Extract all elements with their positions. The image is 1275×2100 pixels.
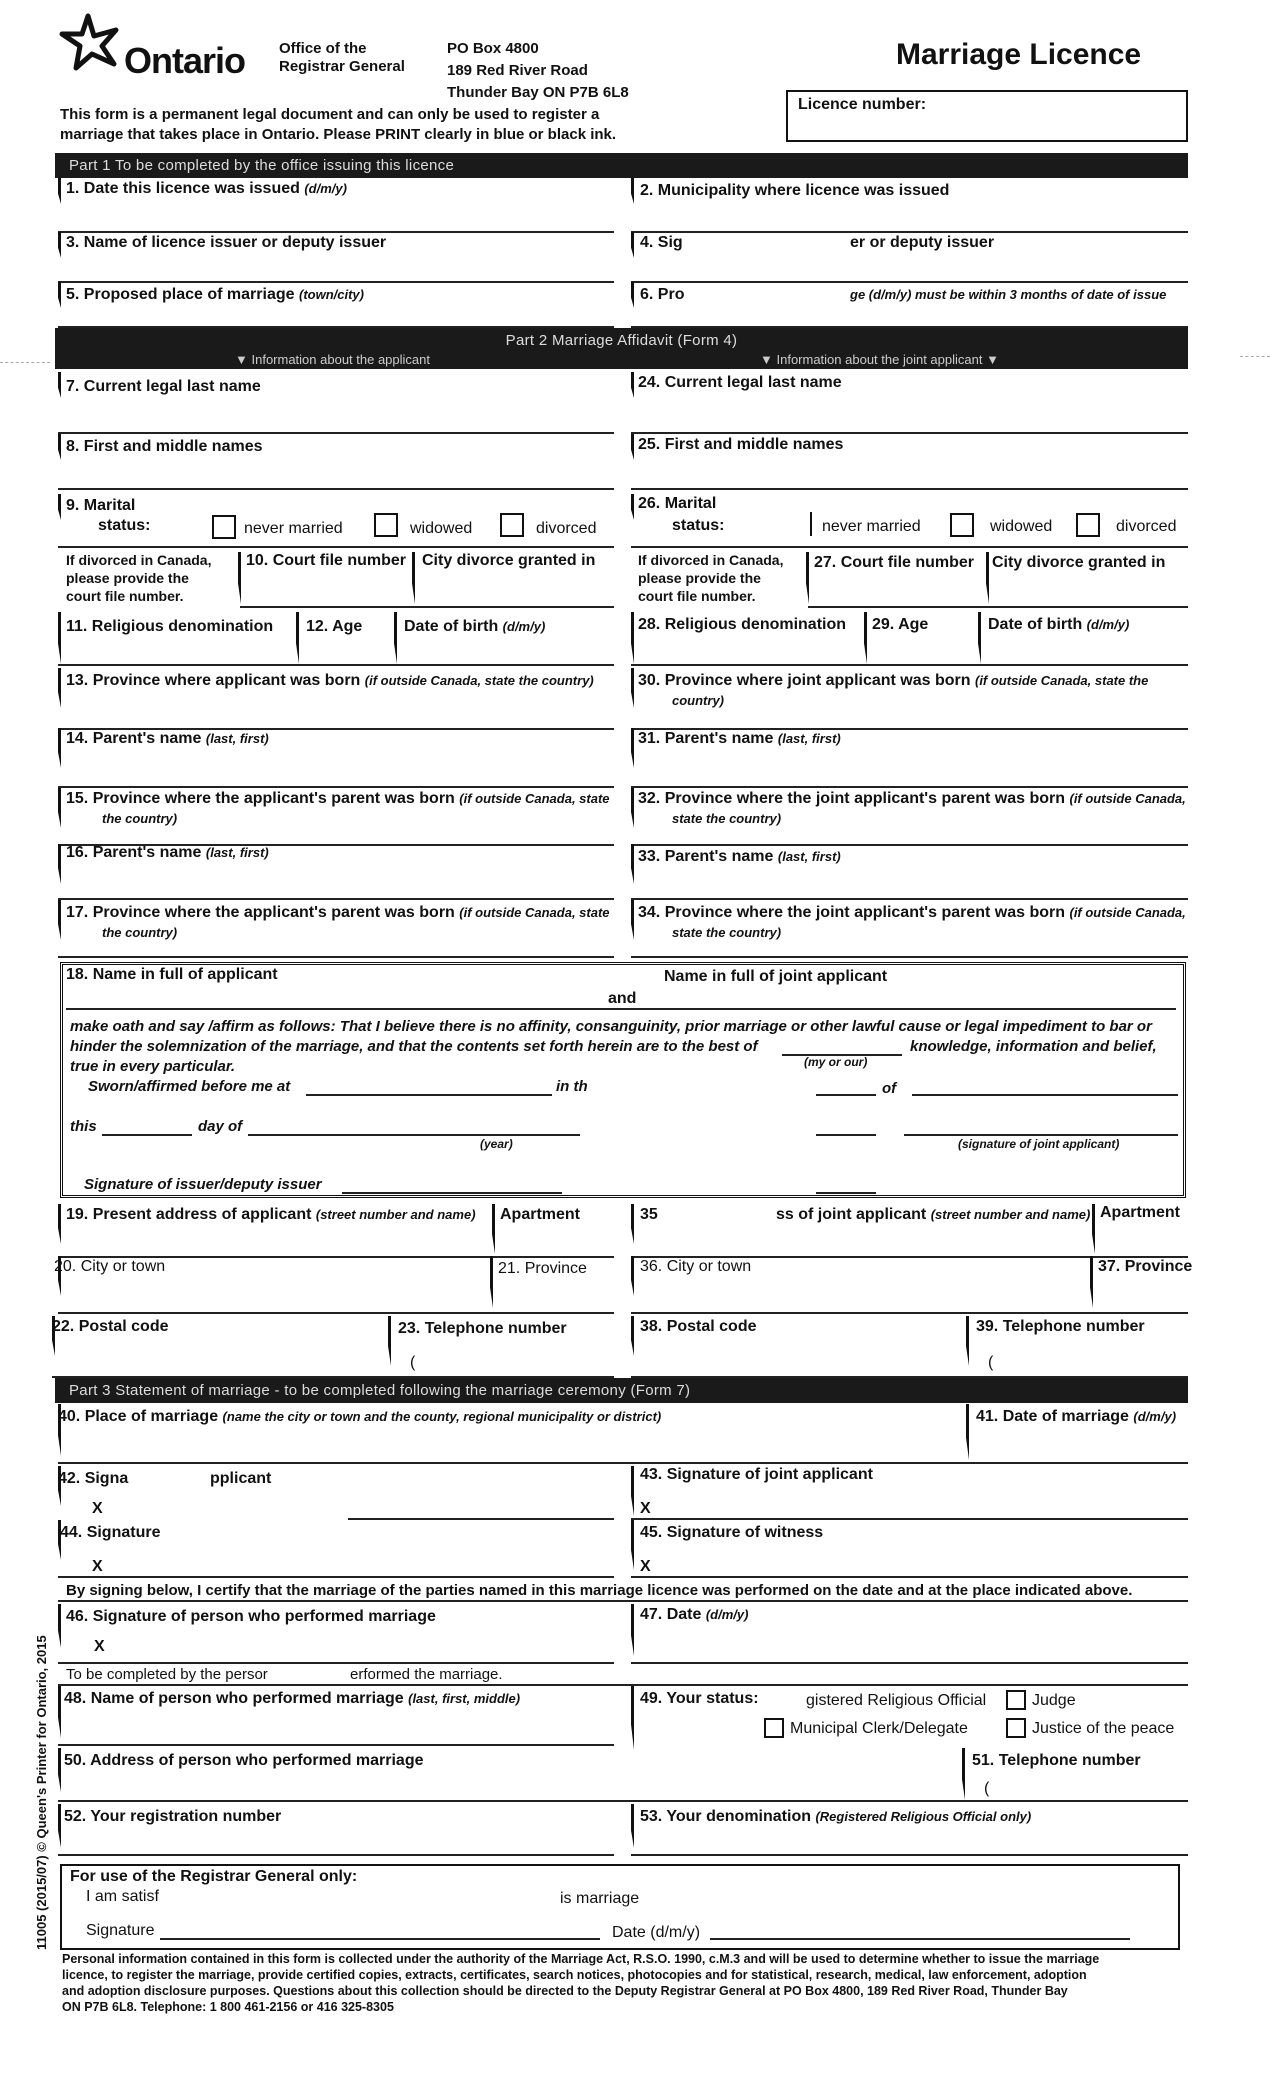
joint-apartment-label: Apartment bbox=[1100, 1204, 1181, 1221]
field-36-input[interactable] bbox=[631, 1312, 1188, 1314]
field-41-label: 41. Date of marriage (d/m/y) bbox=[976, 1408, 1177, 1425]
field-15-hint-2: the country) bbox=[102, 811, 178, 826]
field-44-input[interactable] bbox=[58, 1576, 614, 1578]
privacy-line-2: licence, to register the marriage, provide certified copies, extracts, certificates, search notices, photocopies and for statistical, research, medical, law enforcement, adoption bbox=[62, 1968, 1087, 1982]
field-4-label-b: er or deputy issuer bbox=[850, 234, 995, 251]
field-32-input[interactable] bbox=[631, 844, 1188, 846]
field-3-input[interactable] bbox=[58, 281, 614, 283]
month-year-input[interactable] bbox=[248, 1134, 580, 1136]
day-input[interactable] bbox=[102, 1134, 192, 1136]
licence-number-label: Licence number: bbox=[798, 96, 927, 113]
divorced-label: divorced bbox=[536, 520, 597, 537]
field-32-hint-2: state the country) bbox=[672, 811, 782, 826]
field-45-x-mark: X bbox=[640, 1558, 651, 1575]
field-33-input[interactable] bbox=[631, 898, 1188, 900]
field-14-input[interactable] bbox=[58, 786, 614, 788]
field-24-input[interactable] bbox=[631, 432, 1188, 434]
field-1-label: 1. Date this licence was issued (d/m/y) bbox=[66, 180, 347, 197]
joint-phone-paren: ( bbox=[988, 1354, 994, 1371]
brand-name: Ontario bbox=[124, 40, 246, 81]
field-2-label: 2. Municipality where licence was issued bbox=[640, 182, 950, 199]
sworn-place-input[interactable] bbox=[306, 1094, 552, 1096]
status-justice-label: Justice of the peace bbox=[1032, 1720, 1175, 1737]
field-12-label: 12. Age bbox=[306, 618, 363, 635]
field-15-label: 15. Province where the applicant's parent was born (if outside Canada, state bbox=[66, 790, 610, 807]
field-38-label: 38. Postal code bbox=[640, 1318, 757, 1335]
applicant-city-divorce-label: City divorce granted in bbox=[422, 552, 596, 569]
field-29-label: 29. Age bbox=[872, 616, 929, 633]
field-20-input[interactable] bbox=[58, 1312, 614, 1314]
oath-line-2b: knowledge, information and belief, bbox=[910, 1038, 1157, 1055]
field-52-label: 52. Your registration number bbox=[64, 1808, 282, 1825]
field-14-label: 14. Parent's name (last, first) bbox=[66, 730, 269, 747]
field-22-label: 22. Postal code bbox=[52, 1318, 169, 1335]
field-35-label-b: ss of joint applicant (street number and name) bbox=[776, 1206, 1091, 1223]
field-17-label: 17. Province where the applicant's parent was born (if outside Canada, state bbox=[66, 904, 610, 921]
field-32-label: 32. Province where the joint applicant's parent was born (if outside Canada, bbox=[638, 790, 1186, 807]
certify-statement: By signing below, I certify that the marriage of the parties named in this marriage licence was performed on the date and at the place indicated above. bbox=[66, 1582, 1133, 1599]
status-judge-label: Judge bbox=[1032, 1692, 1076, 1709]
field-20-label: 20. City or town bbox=[54, 1258, 166, 1275]
part2-band: Part 2 Marriage Affidavit (Form 4) bbox=[55, 328, 1188, 353]
this-label: this bbox=[70, 1118, 97, 1135]
part1-band: Part 1 To be completed by the office issuing this licence bbox=[55, 153, 1188, 178]
oath-line-3: true in every particular. bbox=[70, 1058, 236, 1075]
sworn-label: Sworn/affirmed before me at bbox=[88, 1078, 291, 1095]
joint-signature-hint: (signature of joint applicant) bbox=[958, 1137, 1120, 1151]
joint-widowed-label: widowed bbox=[990, 518, 1053, 535]
field-36-label: 36. City or town bbox=[640, 1258, 752, 1275]
form-number-vertical: 11005 (2015/07) © Queen's Printer for Ontario, 2015 bbox=[34, 1635, 49, 1950]
divorce-note-line-3: court file number. bbox=[66, 588, 184, 604]
field-51-label: 51. Telephone number bbox=[972, 1752, 1141, 1769]
field-50-input[interactable] bbox=[58, 1800, 1188, 1802]
part3-band: Part 3 Statement of marriage - to be completed following the marriage ceremony (Form 7) bbox=[55, 1378, 1188, 1403]
address-line-1: PO Box 4800 bbox=[447, 40, 539, 57]
never-married-label: never married bbox=[244, 520, 343, 537]
field-3-label: 3. Name of licence issuer or deputy issuer bbox=[66, 234, 387, 251]
field-8-input[interactable] bbox=[58, 488, 614, 490]
joint-dob-label: Date of birth (d/m/y) bbox=[988, 616, 1130, 633]
status-religious-label: gistered Religious Official bbox=[806, 1692, 987, 1709]
form-title: Marriage Licence bbox=[896, 38, 1142, 71]
divorce-note-line-2: please provide the bbox=[66, 570, 189, 586]
field-25-input[interactable] bbox=[631, 488, 1188, 490]
field-28-label: 28. Religious denomination bbox=[638, 616, 847, 633]
field-53-input[interactable] bbox=[631, 1854, 1188, 1856]
registrar-satisfied-b: is marriage bbox=[560, 1890, 640, 1907]
field-37-label: 37. Province bbox=[1098, 1258, 1193, 1275]
joint-full-name-label: Name in full of joint applicant bbox=[664, 968, 888, 985]
joint-signature-input[interactable] bbox=[904, 1134, 1178, 1136]
field-33-label: 33. Parent's name (last, first) bbox=[638, 848, 841, 865]
field-26-label-b: status: bbox=[672, 517, 725, 534]
field-42-label-b: pplicant bbox=[210, 1470, 272, 1487]
field-10-label: 10. Court file number bbox=[246, 552, 407, 569]
my-or-our-hint: (my or our) bbox=[804, 1055, 868, 1069]
registrar-date-input[interactable] bbox=[710, 1938, 1130, 1940]
field-25-label: 25. First and middle names bbox=[638, 436, 844, 453]
field-27-input[interactable] bbox=[808, 606, 1188, 608]
field-27-label: 27. Court file number bbox=[814, 554, 975, 571]
field-43-x-mark: X bbox=[640, 1500, 651, 1517]
oath-line-2: hinder the solemnization of the marriage, and that the contents set forth herein are to the best of bbox=[70, 1038, 758, 1055]
field-53-label: 53. Your denomination (Registered Religious Official only) bbox=[640, 1808, 1032, 1825]
joint-applicant-subheader: ▼ Information about the joint applicant ▼ bbox=[760, 352, 999, 367]
field-2-input[interactable] bbox=[631, 231, 1188, 233]
issuer-signature-label: Signature of issuer/deputy issuer bbox=[84, 1176, 322, 1193]
field-7-label: 7. Current legal last name bbox=[66, 378, 261, 395]
field-13-label: 13. Province where applicant was born (if outside Canada, state the country) bbox=[66, 672, 594, 689]
field-45-input[interactable] bbox=[631, 1576, 1188, 1578]
status-justice-checkbox[interactable] bbox=[1006, 1718, 1026, 1738]
status-clerk-checkbox[interactable] bbox=[764, 1718, 784, 1738]
field-6-label-b: ge (d/m/y) must be within 3 months of date of issue bbox=[850, 287, 1167, 302]
licence-number-box[interactable] bbox=[786, 90, 1188, 142]
field-9-label-a: 9. Marital bbox=[66, 497, 136, 514]
registrar-signature-input[interactable] bbox=[160, 1938, 600, 1940]
field-30-hint-2: country) bbox=[672, 693, 724, 708]
issuer-signature-input[interactable] bbox=[342, 1192, 562, 1194]
field-34-hint-2: state the country) bbox=[672, 925, 782, 940]
joint-city-divorce-label: City divorce granted in bbox=[992, 554, 1166, 571]
joint-divorce-note-line-1: If divorced in Canada, bbox=[638, 552, 784, 568]
field-5-label: 5. Proposed place of marriage (town/city) bbox=[66, 286, 364, 303]
registrar-satisfied-a: I am satisf bbox=[86, 1888, 159, 1905]
field-4-input[interactable] bbox=[631, 281, 1188, 283]
field-48-input[interactable] bbox=[58, 1744, 614, 1746]
registrar-signature-label: Signature bbox=[86, 1922, 155, 1939]
field-47-input[interactable] bbox=[631, 1662, 1188, 1664]
privacy-line-3: and adoption disclosure purposes. Questions about this collection should be directed to the Deputy Registrar General at PO Box 4800, 189 Red River Road, Thunder Bay bbox=[62, 1984, 1068, 1998]
widowed-label: widowed bbox=[410, 520, 473, 537]
trillium-logo-icon bbox=[58, 8, 128, 72]
field-44-label: 44. Signature bbox=[60, 1524, 161, 1541]
field-42-input[interactable] bbox=[348, 1518, 614, 1520]
in-the-label: in th bbox=[556, 1078, 588, 1095]
joint-never-married-label: never married bbox=[822, 518, 921, 535]
field-19-label: 19. Present address of applicant (street number and name) bbox=[66, 1206, 476, 1223]
field-30-label: 30. Province where joint applicant was born (if outside Canada, state the bbox=[638, 672, 1149, 689]
field-44-x-mark: X bbox=[92, 1558, 103, 1575]
field-18-label: 18. Name in full of applicant bbox=[66, 966, 278, 983]
field-4-label-a: 4. Sig bbox=[640, 234, 683, 251]
applicant-phone-paren: ( bbox=[410, 1354, 416, 1371]
field-42-x-mark: X bbox=[92, 1500, 103, 1517]
field-24-label: 24. Current legal last name bbox=[638, 374, 842, 391]
of-input[interactable] bbox=[912, 1094, 1178, 1096]
field-9-label-b: status: bbox=[98, 517, 151, 534]
field-26-label-a: 26. Marital bbox=[638, 495, 717, 512]
applicant-apartment-label: Apartment bbox=[500, 1206, 581, 1223]
status-judge-checkbox[interactable] bbox=[1006, 1690, 1026, 1710]
field-10-input[interactable] bbox=[240, 606, 614, 608]
field-40-input[interactable] bbox=[58, 1462, 1188, 1464]
applicant-widowed-checkbox[interactable] bbox=[374, 513, 398, 537]
joint-divorce-note-line-3: court file number. bbox=[638, 588, 756, 604]
joint-divorced-label: divorced bbox=[1116, 518, 1177, 535]
field-34-label: 34. Province where the joint applicant's parent was born (if outside Canada, bbox=[638, 904, 1186, 921]
office-line-2: Registrar General bbox=[279, 58, 405, 75]
completed-by-a: To be completed by the persor bbox=[66, 1666, 268, 1683]
applicant-subheader: ▼ Information about the applicant bbox=[235, 352, 430, 367]
field-48-label: 48. Name of person who performed marriage (last, first, middle) bbox=[64, 1690, 521, 1707]
applicant-divorced-checkbox[interactable] bbox=[500, 513, 524, 537]
intro-line-2: marriage that takes place in Ontario. Please PRINT clearly in blue or black ink. bbox=[60, 126, 617, 143]
field-52-input[interactable] bbox=[58, 1854, 614, 1856]
field-31-input[interactable] bbox=[631, 786, 1188, 788]
field-11-label: 11. Religious denomination bbox=[66, 618, 274, 635]
field-46-x-mark: X bbox=[94, 1638, 105, 1655]
field-8-label: 8. First and middle names bbox=[66, 438, 263, 455]
field-40-label: 40. Place of marriage (name the city or town and the county, regional municipality or district) bbox=[58, 1408, 662, 1425]
field-16-label: 16. Parent's name (last, first) bbox=[66, 844, 269, 861]
registrar-title: For use of the Registrar General only: bbox=[70, 1868, 358, 1885]
performer-phone-paren: ( bbox=[984, 1780, 990, 1797]
joint-widowed-checkbox[interactable] bbox=[950, 513, 974, 537]
privacy-line-1: Personal information contained in this form is collected under the authority of the Marriage Act, R.S.O. 1990, c.M.3 and will be used to determine whether to issue the marriage bbox=[62, 1952, 1100, 1966]
privacy-line-4: ON P7B 6L8. Telephone: 1 800 461-2156 or 416 325-8305 bbox=[62, 2000, 394, 2014]
field-17-input[interactable] bbox=[58, 956, 614, 958]
field-39-label: 39. Telephone number bbox=[976, 1318, 1145, 1335]
field-46-label: 46. Signature of person who performed marriage bbox=[66, 1608, 436, 1625]
address-line-2: 189 Red River Road bbox=[447, 62, 588, 79]
field-47-label: 47. Date (d/m/y) bbox=[640, 1606, 749, 1623]
of-label: of bbox=[882, 1080, 897, 1097]
year-hint: (year) bbox=[480, 1137, 513, 1151]
field-23-label: 23. Telephone number bbox=[398, 1320, 567, 1337]
intro-line-1: This form is a permanent legal document and can only be used to register a bbox=[60, 106, 600, 123]
status-clerk-label: Municipal Clerk/Delegate bbox=[790, 1720, 968, 1737]
address-line-3: Thunder Bay ON P7B 6L8 bbox=[447, 84, 629, 101]
field-6-label-a: 6. Pro bbox=[640, 286, 685, 303]
oath-line-1: make oath and say /affirm as follows: That I believe there is no affinity, consanguinity, prior marriage or other lawful cause or legal impediment to bar or bbox=[70, 1018, 1152, 1035]
field-43-input[interactable] bbox=[631, 1518, 1188, 1520]
field-16-input[interactable] bbox=[58, 898, 614, 900]
day-of-label: day of bbox=[198, 1118, 243, 1135]
field-50-label: 50. Address of person who performed marriage bbox=[64, 1752, 424, 1769]
divorce-note-line-1: If divorced in Canada, bbox=[66, 552, 212, 568]
field-17-hint-2: the country) bbox=[102, 925, 178, 940]
applicant-never-married-checkbox[interactable] bbox=[212, 515, 236, 539]
field-49-label: 49. Your status: bbox=[640, 1690, 759, 1707]
field-35-label-a: 35 bbox=[640, 1206, 658, 1223]
registrar-date-label: Date (d/m/y) bbox=[612, 1924, 701, 1941]
and-label: and bbox=[608, 990, 637, 1007]
field-31-label: 31. Parent's name (last, first) bbox=[638, 730, 841, 747]
joint-divorced-checkbox[interactable] bbox=[1076, 513, 1100, 537]
field-42-label-a: 42. Signa bbox=[58, 1470, 129, 1487]
completed-by-b: erformed the marriage. bbox=[350, 1666, 503, 1683]
field-46-input[interactable] bbox=[58, 1662, 614, 1664]
field-7-input[interactable] bbox=[58, 432, 614, 434]
office-line-1: Office of the bbox=[279, 40, 367, 57]
full-names-input[interactable] bbox=[66, 1008, 1176, 1010]
field-43-label: 43. Signature of joint applicant bbox=[640, 1466, 873, 1483]
field-34-input[interactable] bbox=[631, 956, 1188, 958]
joint-divorce-note-line-2: please provide the bbox=[638, 570, 761, 586]
field-1-input[interactable] bbox=[58, 231, 614, 233]
field-45-label: 45. Signature of witness bbox=[640, 1524, 824, 1541]
field-21-label: 21. Province bbox=[498, 1260, 587, 1277]
applicant-dob-label: Date of birth (d/m/y) bbox=[404, 618, 546, 635]
